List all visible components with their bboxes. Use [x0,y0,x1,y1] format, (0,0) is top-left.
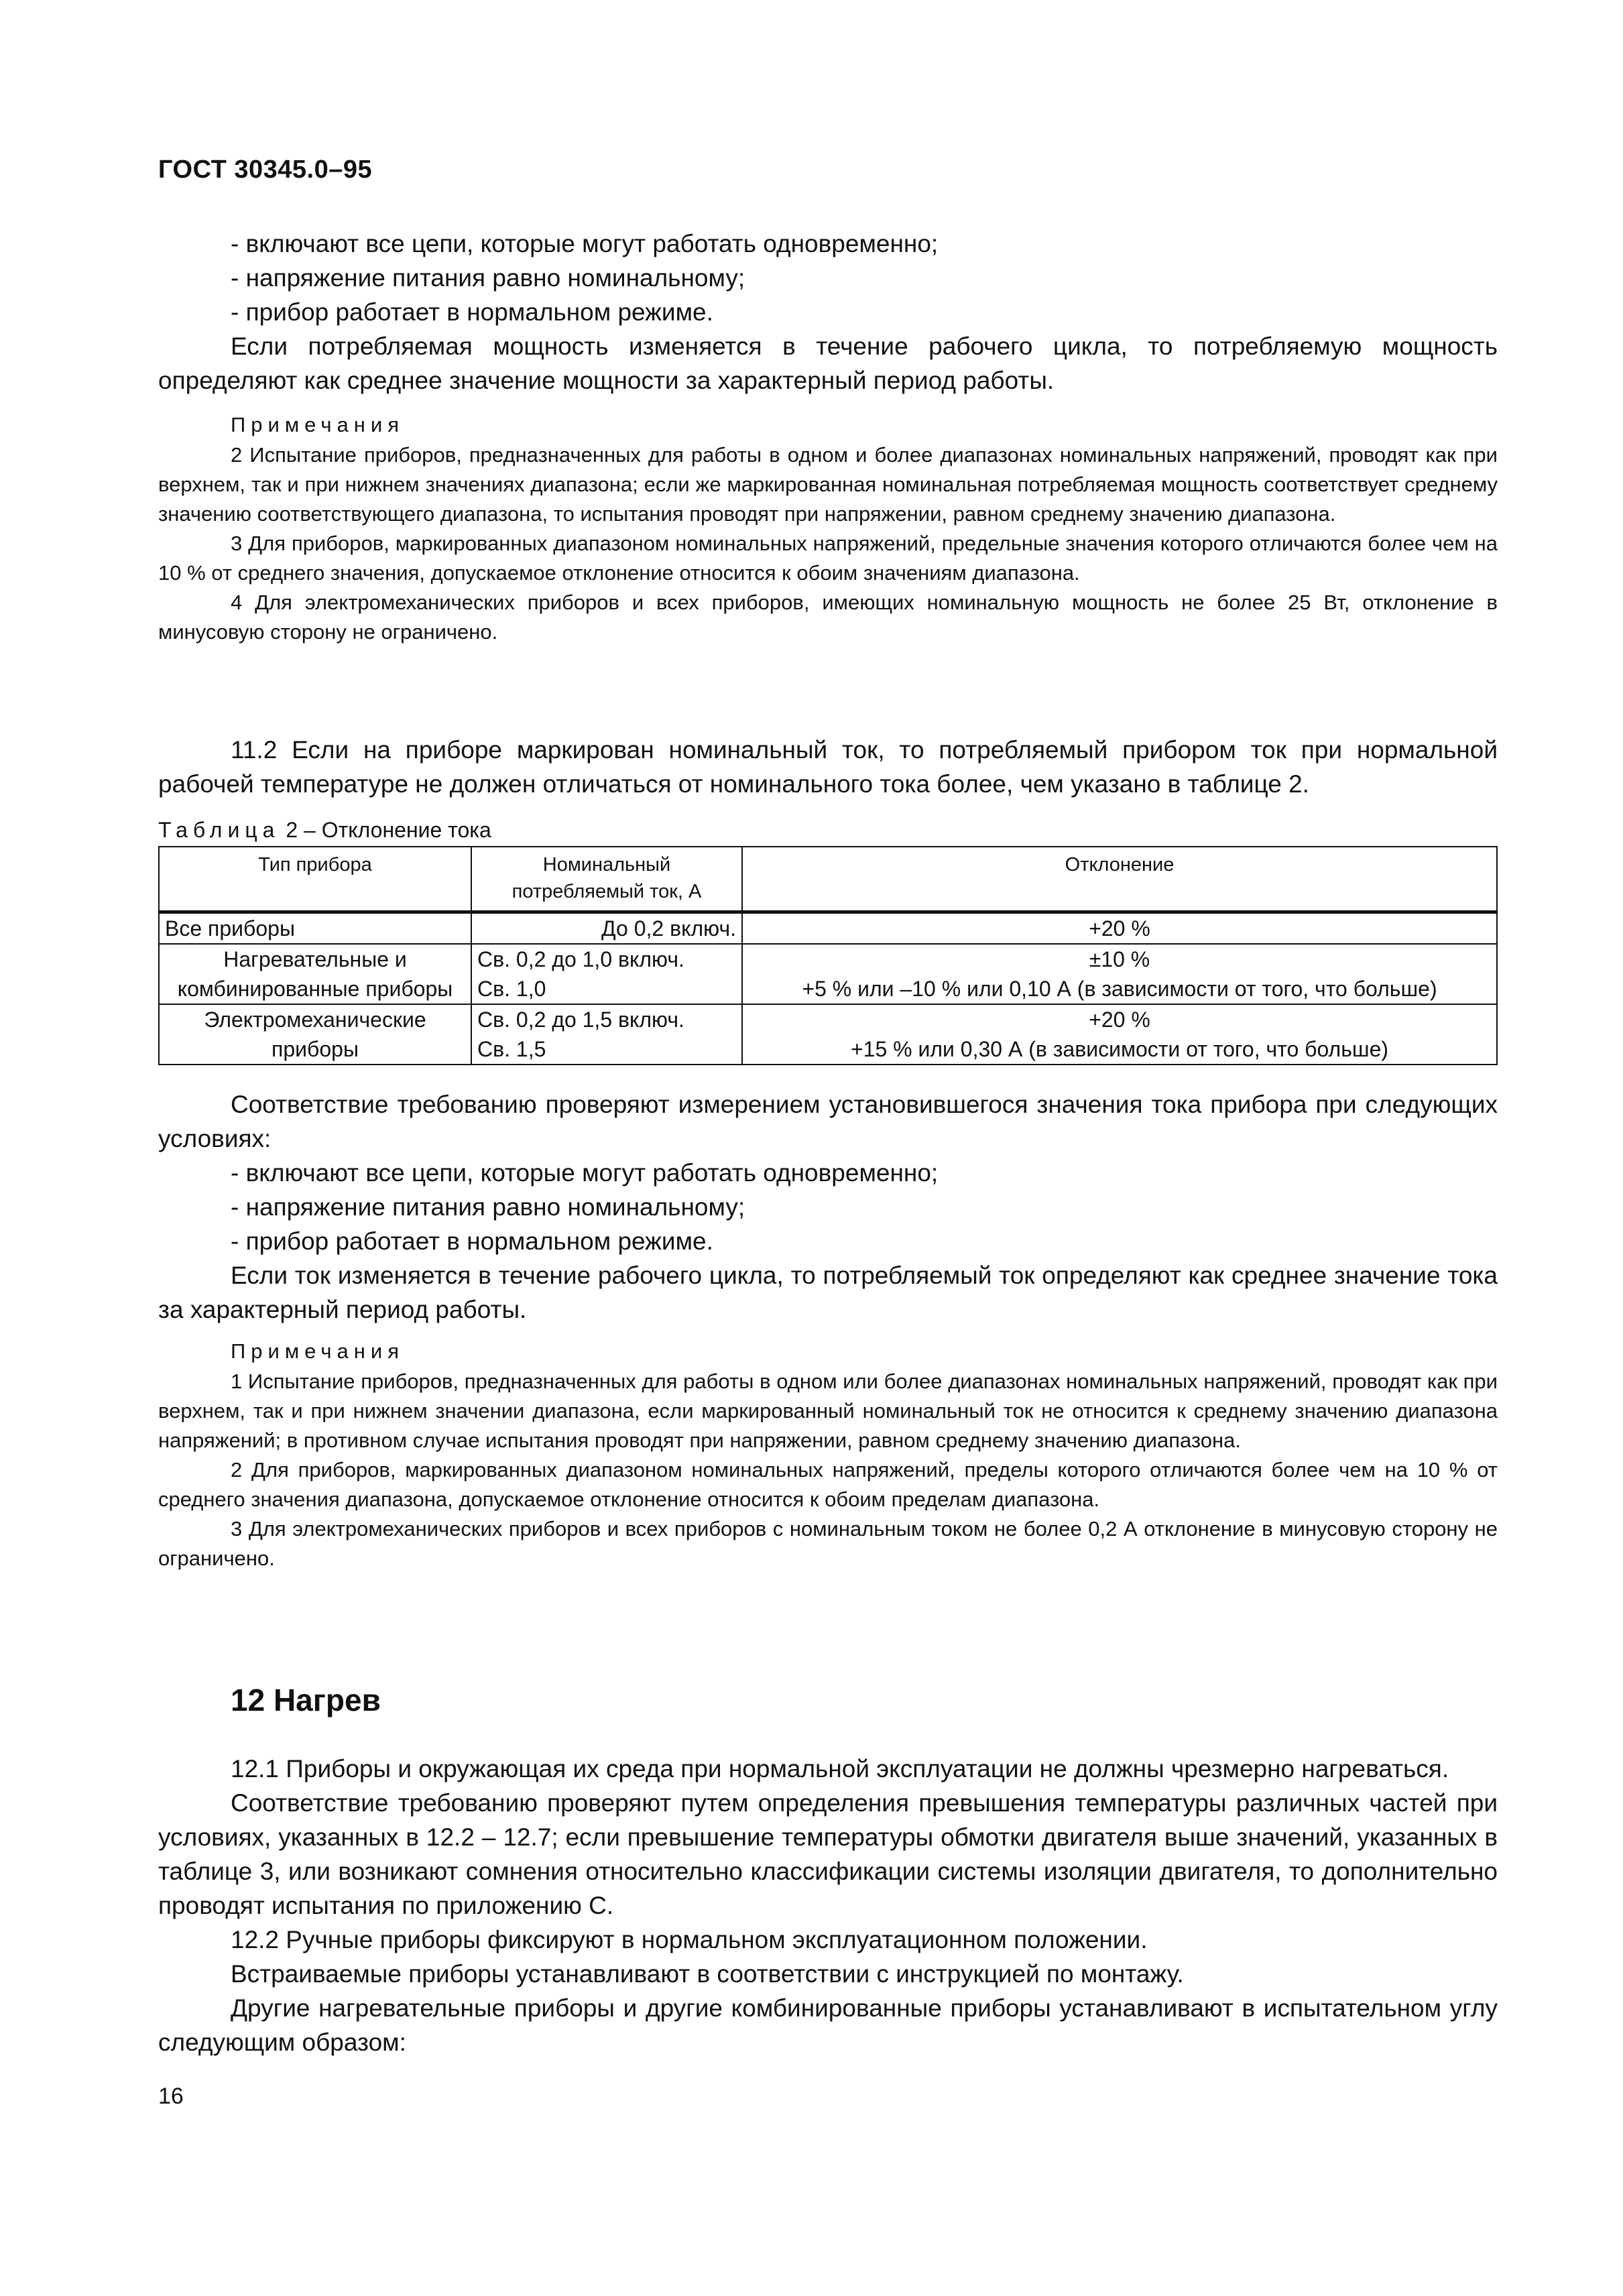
note-item: 4 Для электромеханических приборов и всех приборов, имеющих номинальную мощность не более 25 Вт, отклонение в минусовую сторону не ограничено. [158,591,1498,644]
document-header: ГОСТ 30345.0–95 [158,156,373,184]
paragraph: Соответствие требованию проверяют путем определения превышения температуры различных частей при условиях, указанных в 12.2 – 12.7; если превышение температуры обмотки двигателя выше значений, указанных в таблице 3, или возникают сомнения относительно классификации системы изоляции двигателя, то дополнительно проводят испытания по приложению С. [158,1789,1498,1919]
cell-line: +15 % или 0,30 А (в зависимости от того, что больше) [850,1037,1389,1061]
paragraph: Другие нагревательные приборы и другие комбинированные приборы устанавливают в испытательном углу следующим образом: [158,1994,1498,2056]
cell-line: Св. 1,0 [477,977,546,1001]
condition-item: - включают все цепи, которые могут работать одновременно; [231,1159,939,1187]
current-deviation-table [158,846,1498,1065]
table-cell [742,944,1497,1004]
table-row [159,1004,1497,1065]
table-cell: Нагревательные и комбинированные приборы [159,944,471,1004]
paragraph: 11.2 Если на приборе маркирован номинальный ток, то потребляемый прибором ток при нормальной рабочей температуре не должен отличаться от номинального тока более, чем указано в таблице 2. [158,736,1498,798]
section-12-body [158,1752,1498,2059]
header-cell: Тип прибора [159,847,471,912]
header-cell: Номинальный потребляемый ток, А [471,847,742,912]
section-heading: 12 Нагрев [231,1683,381,1717]
table-cell: До 0,2 включ. [471,912,742,945]
table-cell: +20 % [742,912,1497,945]
condition-item: - прибор работает в нормальном режиме. [231,298,713,326]
table-caption [158,818,1498,843]
cell-line: +20 % [1089,1008,1150,1032]
table-cell [742,1004,1497,1065]
paragraph: 12.2 Ручные приборы фиксируют в нормальном эксплуатационном положении. [231,1926,1148,1953]
table-header-row [159,847,1497,912]
cell-line: +5 % или –10 % или 0,10 А (в зависимости от того, что больше) [802,977,1437,1001]
paragraph: Встраиваемые приборы устанавливают в соответствии с инструкцией по монтажу. [231,1960,1184,1988]
table-row [159,944,1497,1004]
current-check-conditions [158,1087,1498,1573]
condition-item: - включают все цепи, которые могут работать одновременно; [231,230,939,257]
page-number: 16 [158,2083,184,2109]
table-cell: Все приборы [159,912,471,945]
table-caption-text: 2 – Отклонение тока [280,818,491,842]
note-item: 1 Испытание приборов, предназначенных для работы в одном или более диапазонах номинальных напряжений, проводят как при верхнем, так и при нижнем значении диапазона, если маркированный номинальный ток не относится к среднему значению диапазона напряжений; в противном случае испытания проводят при напряжении, равном среднему значению диапазона. [158,1370,1498,1452]
condition-item: - напряжение питания равно номинальному; [231,264,745,292]
notes-heading: Примечания [231,413,404,436]
notes-heading: Примечания [231,1339,404,1363]
table-cell [471,944,742,1004]
condition-item: - прибор работает в нормальном режиме. [231,1227,713,1255]
cell-line: ±10 % [1089,947,1150,971]
cell-line: Св. 0,2 до 1,0 включ. [477,947,684,971]
paragraph: Соответствие требованию проверяют измерением установившегося значения тока прибора при следующих условиях: [158,1091,1498,1152]
clause-11-2 [158,733,1498,801]
paragraph: Если потребляемая мощность изменяется в течение рабочего цикла, то потребляемую мощность определяют как среднее значение мощности за характерный период работы. [158,333,1498,394]
header-cell: Отклонение [742,847,1497,912]
table-cell: Электромеханические приборы [159,1004,471,1065]
cell-line: Св. 0,2 до 1,5 включ. [477,1008,684,1032]
paragraph: Если ток изменяется в течение рабочего цикла, то потребляемый ток определяют как среднее значение тока за характерный период работы. [158,1262,1498,1323]
note-item: 3 Для приборов, маркированных диапазоном номинальных напряжений, предельные значения которого отличаются более чем на 10 % от среднего значения, допускаемое отклонение относится к обоим значениям диапазона. [158,532,1498,585]
condition-item: - напряжение питания равно номинальному; [231,1193,745,1221]
note-item: 3 Для электромеханических приборов и всех приборов с номинальным током не более 0,2 А отклонение в минусовую сторону не ограничено. [158,1517,1498,1570]
cell-line: Св. 1,5 [477,1037,546,1061]
table-cell [471,1004,742,1065]
paragraph: 12.1 Приборы и окружающая их среда при нормальной эксплуатации не должны чрезмерно нагреваться. [231,1755,1449,1783]
current-power-conditions [158,227,1498,647]
table-caption-word: Таблица [158,818,280,842]
note-item: 2 Для приборов, маркированных диапазоном номинальных напряжений, пределы которого отличаются более чем на 10 % от среднего значения диапазона, допускаемое отклонение относится к обоим пределам диапазона. [158,1458,1498,1511]
note-item: 2 Испытание приборов, предназначенных для работы в одном и более диапазонах номинальных напряжений, проводят как при верхнем, так и при нижнем значениях диапазона; если же маркированная номинальная потребляемая мощность соответствует среднему значению соответствующего диапазона, то испытания проводят при напряжении, равном среднему значению диапазона. [158,443,1498,526]
table-row [159,912,1497,945]
